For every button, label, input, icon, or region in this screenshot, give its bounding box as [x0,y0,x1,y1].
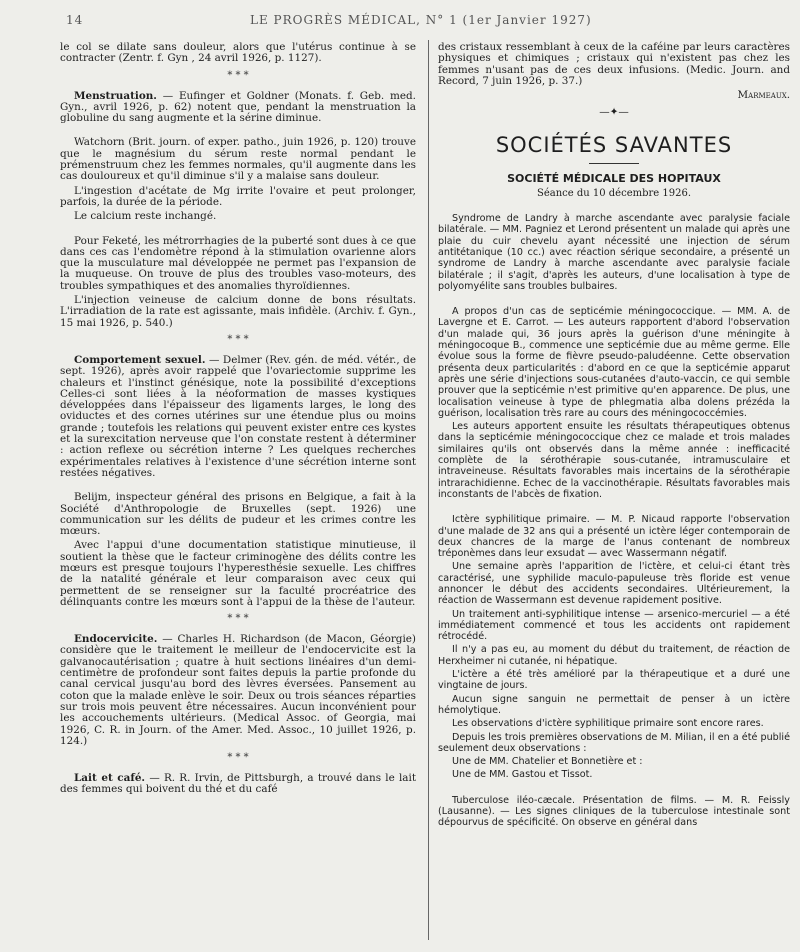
paragraph-documentation: Avec l'appui d'une documentation statistique minutieuse, il soutient la thèse que le facteur criminogène des délits contre les mœurs est presque toujours l'hyperesthésie sexuelle. Les chiffres de la natalité générale et leur comparaison avec ceux qui permettent de se renseigner sur la faculté procréatrice des délinquants contre les mœurs sont à l'appui de la thèse de l'auteur. [60,539,416,608]
ornament-flourish: —✦— [599,106,629,119]
report-semaine: Une semaine après l'apparition de l'ictère, et celui-ci étant très caractérisé, une syphilide maculo-papuleuse très floride est venue annoncer le début des accidents secondaires. Ultérieurement, la réaction de Wassermann est devenue rapidement positive. [438,561,790,607]
paragraph-injection: L'injection veineuse de calcium donne de bons résultats. L'irradiation de la rate est agissante, mais infidèle. (Archiv. f. Gyn., 15 mai 1926, p. 540.) [60,294,416,329]
journal-title: LE PROGRÈS MÉDICAL, N° 1 (1er Janvier 1927) [250,13,592,27]
text-menstruation: — Eufinger et Goldner (Monats. f. Geb. med. Gyn., avril 1926, p. 62) notent que, pendant la menstruation la globuline du sang augmente et la sérine diminue. [60,89,416,125]
paragraph-watchorn: Watchorn (Brit. journ. of exper. patho., juin 1926, p. 120) trouve que le magnésium du sérum reste normal pendant le prémenstruum chez les femmes normales, qu'il augmente dans les cas douloureux et qu'il diminue s'il y a malaise sans douleur. [60,136,416,183]
running-head [0,9,800,29]
text-comportement: — Delmer (Rev. gén. de méd. vétér., de sept. 1926), après avoir rappelé que l'ovariectomie supprime les chaleurs et l'instinct génésique, note la possibilité d'exceptions Celles-ci sont liées à la néoformation de masses kystiques développées dans l'épaisseur des ligaments larges, le long des oviductes et des cornes utérines sur une étendue plus ou moins grande ; toutefois les relations qui peuvent exister entre ces kystes et la surexcitation nerveuse que l'on constate restent à déterminer : action reflexe ou sécrétion interne ? Les quelques recherches expérimentales relatives à l'existence d'une sécrétion interne sont restées négatives. [60,353,416,479]
paragraph-ingestion: L'ingestion d'acétate de Mg irrite l'ovaire et peut prolonger, parfois, la durée de la période. [60,184,416,208]
report-milian: Depuis les trois premières observations de M. Milian, il en a été publié seulement deux observations : [438,731,790,754]
paragraph-fekete: Pour Feketé, les métrorrhagies de la puberté sont dues à ce que dans ces cas l'endomètre répond à la stimulation ovarienne alors que la musculature mal développée ne permet pas l'expansion de la muqueuse. On trouve de plus des troubles vaso-moteurs, des troubles sympathiques et des anomalies thyroïdiennes. [60,234,416,292]
paragraph-contraction: le col se dilate sans douleur, alors que l'utérus continue à se contracter (Zentr. f. Gyn , 24 avril 1926, p. 1127). [60,41,416,65]
report-rares: Les observations d'ictère syphilitique primaire sont encore rares. [452,718,764,730]
section-title: SOCIÉTÉS SAVANTES [495,132,733,157]
keyword-menstruation: Menstruation. [74,89,157,102]
paragraph-lait [60,773,416,796]
section-separator: * * * [227,613,249,625]
author-signature: Marmeaux. [737,89,790,102]
report-gastou: Une de MM. Gastou et Tissot. [452,769,593,781]
report-vingtaine: L'ictère a été très amélioré par la thérapeutique et a duré une vingtaine de jours. [438,669,790,692]
report-hemolytique: Aucun signe sanguin ne permettait de penser à un ictère hémolytique. [438,693,790,716]
column-divider [428,40,429,940]
session-date: Séance du 10 décembre 1926. [536,187,692,199]
left-column [60,42,416,799]
paragraph-endocervicite [60,634,416,747]
subsection-title: SOCIÉTÉ MÉDICALE DES HOPITAUX [507,171,721,185]
keyword-endocervicite: Endocervicite. [74,633,158,646]
report-chatelier: Une de MM. Chatelier et Bonnetière et : [452,756,643,768]
page-number: 14 [66,13,84,27]
section-separator: * * * [227,69,249,81]
report-herxheimer: Il n'y a pas eu, au moment du début du traitement, de réaction de Herxheimer ni cutanée, ni hépatique. [438,644,790,667]
report-ictere: Ictère syphilitique primaire. — M. P. Nicaud rapporte l'observation d'une malade de 32 ans qui a présenté un ictère léger contemporain de deux chancres de la marge de l'anus contenant de nombreux tréponèmes dans leur exsudat — avec Wassermann négatif. [438,514,790,560]
section-separator: * * * [227,752,249,764]
right-column [438,42,790,831]
paragraph-calcium: Le calcium reste inchangé. [74,210,217,223]
text-lait: — R. R. Irvin, de Pittsburgh, a trouvé dans le lait des femmes qui boivent du thé et du café [60,772,416,796]
section-separator: * * * [227,333,249,345]
paragraph-comportement [60,355,416,479]
report-landry: Syndrome de Landry à marche ascendante avec paralysie faciale bilatérale. — MM. Pagniez et Lerond présentent un malade qui après une plaie du cuir chevelu ayant nécessité une injection de sérum antitétanique (10 cc.) avec réaction sérique secondaire, a présenté un syndrome de Landry à marche ascendante avec paralysie faciale bilatérale ; il s'agit, d'après les auteurs, d'une localisation à type de polyomyélite sans troubles bulbaires. [438,213,790,292]
paragraph-cristaux: des cristaux ressemblant à ceux de la caféine par leurs caractères physiques et chimiques ; cristaux qui n'existent pas chez les femmes n'usant pas de ces deux infusions. (Medic. Journ. and Record, 7 juin 1926, p. 37.) [438,41,790,87]
keyword-comportement: Comportement sexuel. [74,353,206,366]
report-tuberculose: Tuberculose iléo-cæcale. Présentation de films. — M. R. Feissly (Lausanne). — Les signes cliniques de la tuberculose intestinale sont dépourvus de spécificité. On observe en général dans [438,794,790,829]
keyword-lait: Lait et café. [74,772,146,785]
report-resultats: Les auteurs apportent ensuite les résultats thérapeutiques obtenus dans la septicémie méningococcique chez ce malade et trois malades similaires qu'ils ont observés dans la même année : inefficacité complète de la sérothérapie sous-cutanée, intramusculaire et intraveineuse. Résultats favorables mais incertains de la sérothérapie intrarachidienne. Echec de la vaccinothérapie. Résultats favorables mais inconstants de l'abcès de fixation. [438,421,790,500]
report-septicemie: A propos d'un cas de septicémie méningococcique. — MM. A. de Lavergne et E. Carrot. — Les auteurs rapportent d'abord l'observation d'un malade qui, 36 jours après la guérison d'une méningite à méningocoque B., commence une septicémie due au même germe. Elle évolue sous la forme de fièvre pseudo-paludéenne. Cette observation présenta deux particularités : d'abord en ce que la septicémie apparut après une série d'injections sous-cutanées d'auto-vaccin, ce qui semble prouver que la septicémie n'est primitive qu'en apparence. De plus, une localisation veineuse à type de phlegmatia alba dolens prézéda la guérison, localisation très rare au cours des méningococcémies. [438,306,790,419]
text-endocervicite: — Charles H. Richardson (de Macon, Géorgie) considère que le traitement le meilleur de l'endocervicite est la galvanocautérisation ; quatre à huit sections linéaires d'un demi-centimètre de profondeur sont faites depuis la partie profonde du canal cervical jusqu'au bord des lèvres éversées. Pansement au coton que la malade enlève le soir. Deux ou trois séances réparties sur trois mois peuvent être nécessaires. Aucun inconvénient pour les accouchements ultérieurs. (Medical Assoc. of Georgia, mai 1926, C. R. in Journ. of the Amer. Med. Assoc., 10 juillet 1926, p. 124.) [60,633,416,747]
report-traitement: Un traitement anti-syphilitique intense — arsenico-mercuriel — a été immédiatement commencé et tous les accidents ont rapidement rétrocédé. [438,608,790,643]
society-reports [438,213,790,829]
paragraph-menstruation [60,91,416,125]
title-rule [589,163,639,164]
paragraph-belijm: Belijm, inspecteur général des prisons en Belgique, a fait à la Société d'Anthropologie de Bruxelles (sept. 1926) une communication sur les délits de pudeur et les crimes contre les mœurs. [60,491,416,538]
